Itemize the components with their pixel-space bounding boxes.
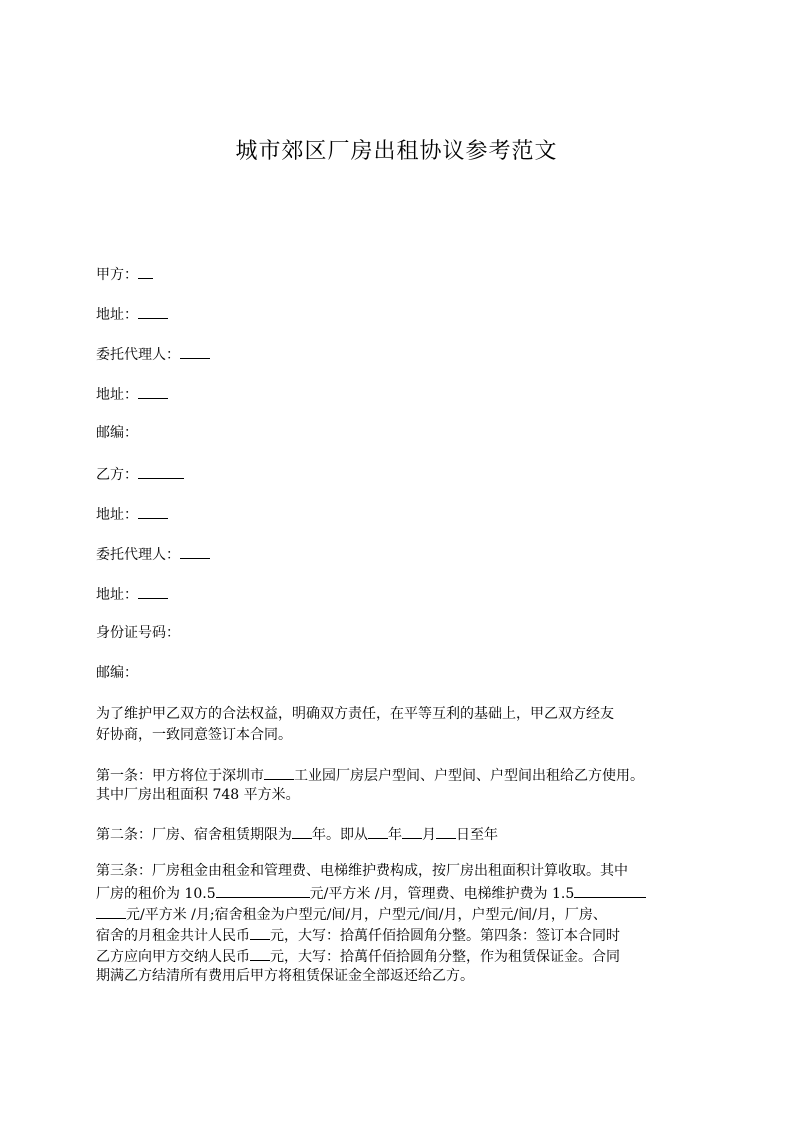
party-b-agent-address-blank bbox=[138, 583, 168, 599]
article-1-paragraph bbox=[96, 764, 644, 806]
article-3-text-d: 宿舍的月租金共计人民币 bbox=[96, 928, 250, 944]
article-1-text-b: 工业园厂房层户型间、户型间、户型间出租给乙方使用。 bbox=[294, 768, 644, 784]
party-a-label: 甲方： bbox=[96, 267, 138, 283]
article-3-blank-price bbox=[216, 882, 310, 898]
article-3-text-g: 元，大写：拾萬仟佰拾圆角分整，作为租赁保证金。合同 bbox=[270, 949, 620, 965]
article-1-blank bbox=[264, 764, 294, 780]
article-3-blank-fee-cont bbox=[96, 903, 126, 919]
article-2-blank-year bbox=[368, 823, 388, 839]
party-b-id-field bbox=[96, 623, 180, 643]
article-3-line-5 bbox=[96, 945, 646, 966]
party-a-agent-address-field bbox=[96, 383, 168, 405]
article-1-text-a: 第一条：甲方将位于深圳市 bbox=[96, 768, 264, 784]
party-b-postcode-field bbox=[96, 663, 138, 683]
article-3-text-b: 元/平方米 /月，管理费、电梯维护费为 1.5 bbox=[309, 886, 575, 902]
party-b-agent-address-field bbox=[96, 583, 168, 605]
article-2-paragraph bbox=[96, 823, 498, 844]
party-a-postcode-label: 邮编： bbox=[96, 425, 138, 441]
party-a-agent-field bbox=[96, 343, 210, 365]
party-a-field bbox=[96, 263, 153, 285]
article-3-paragraph bbox=[96, 861, 646, 987]
document-title: 城市郊区厂房出租协议参考范文 bbox=[235, 139, 558, 164]
party-b-agent-address-label: 地址： bbox=[96, 587, 138, 603]
party-a-address-label: 地址： bbox=[96, 307, 138, 323]
preamble-line-1: 为了维护甲乙双方的合法权益，明确双方责任，在平等互利的基础上，甲乙双方经友 bbox=[96, 706, 614, 722]
article-2-text-b: 年。即从 bbox=[312, 827, 368, 843]
preamble-paragraph bbox=[96, 704, 614, 746]
preamble-line-2: 好协商，一致同意签订本合同。 bbox=[96, 727, 292, 743]
article-2-blank-term bbox=[292, 823, 312, 839]
party-a-postcode-field bbox=[96, 423, 138, 443]
party-b-blank bbox=[138, 463, 184, 479]
article-2-blank-day bbox=[436, 823, 456, 839]
party-a-agent-address-blank bbox=[138, 383, 168, 399]
article-1-line-1 bbox=[96, 764, 644, 785]
article-1-line-2: 其中厂房出租面积 748 平方米。 bbox=[96, 787, 300, 803]
party-a-address-blank bbox=[138, 303, 168, 319]
article-3-blank-total bbox=[250, 924, 270, 940]
article-3-line-2 bbox=[96, 882, 646, 903]
party-b-label: 乙方： bbox=[96, 467, 138, 483]
article-2-text-d: 月 bbox=[422, 827, 436, 843]
party-b-address-label: 地址： bbox=[96, 507, 138, 523]
article-2-text-c: 年 bbox=[388, 827, 402, 843]
party-b-agent-field bbox=[96, 543, 210, 565]
party-b-postcode-label: 邮编： bbox=[96, 665, 138, 681]
article-3-blank-fee bbox=[574, 882, 646, 898]
party-b-field bbox=[96, 463, 184, 485]
party-a-agent-blank bbox=[180, 343, 210, 359]
party-a-address-field bbox=[96, 303, 168, 325]
party-b-agent-blank bbox=[180, 543, 210, 559]
party-a-blank bbox=[138, 263, 153, 279]
article-2-line-1 bbox=[96, 823, 498, 844]
party-b-agent-label: 委托代理人： bbox=[96, 547, 180, 563]
article-2-text-e: 日至年 bbox=[456, 827, 498, 843]
party-b-address-blank bbox=[138, 503, 168, 519]
article-2-text-a: 第二条：厂房、宿舍租赁期限为 bbox=[96, 827, 292, 843]
article-3-line-3 bbox=[96, 903, 646, 924]
party-b-id-label: 身份证号码： bbox=[96, 625, 180, 641]
article-3-text-f: 乙方应向甲方交纳人民币 bbox=[96, 949, 250, 965]
party-a-agent-label: 委托代理人： bbox=[96, 347, 180, 363]
party-b-address-field bbox=[96, 503, 168, 525]
article-3-text-c: 元/平方米 /月;宿舍租金为户型元/间/月，户型元/间/月，户型元/间/月，厂房、 bbox=[126, 907, 607, 923]
article-3-text-e: 元，大写：拾萬仟佰拾圆角分整。第四条：签订本合同时 bbox=[270, 928, 620, 944]
article-3-text-a: 厂房的租价为 10.5 bbox=[96, 886, 216, 902]
article-3-blank-deposit bbox=[250, 945, 270, 961]
party-a-agent-address-label: 地址： bbox=[96, 387, 138, 403]
article-3-line-4 bbox=[96, 924, 646, 945]
article-3-line-1: 第三条：厂房租金由租金和管理费、电梯维护费构成，按厂房出租面积计算收取。其中 bbox=[96, 863, 628, 879]
article-2-blank-month bbox=[402, 823, 422, 839]
article-3-line-6: 期满乙方结清所有费用后甲方将租赁保证金全部返还给乙方。 bbox=[96, 968, 474, 984]
